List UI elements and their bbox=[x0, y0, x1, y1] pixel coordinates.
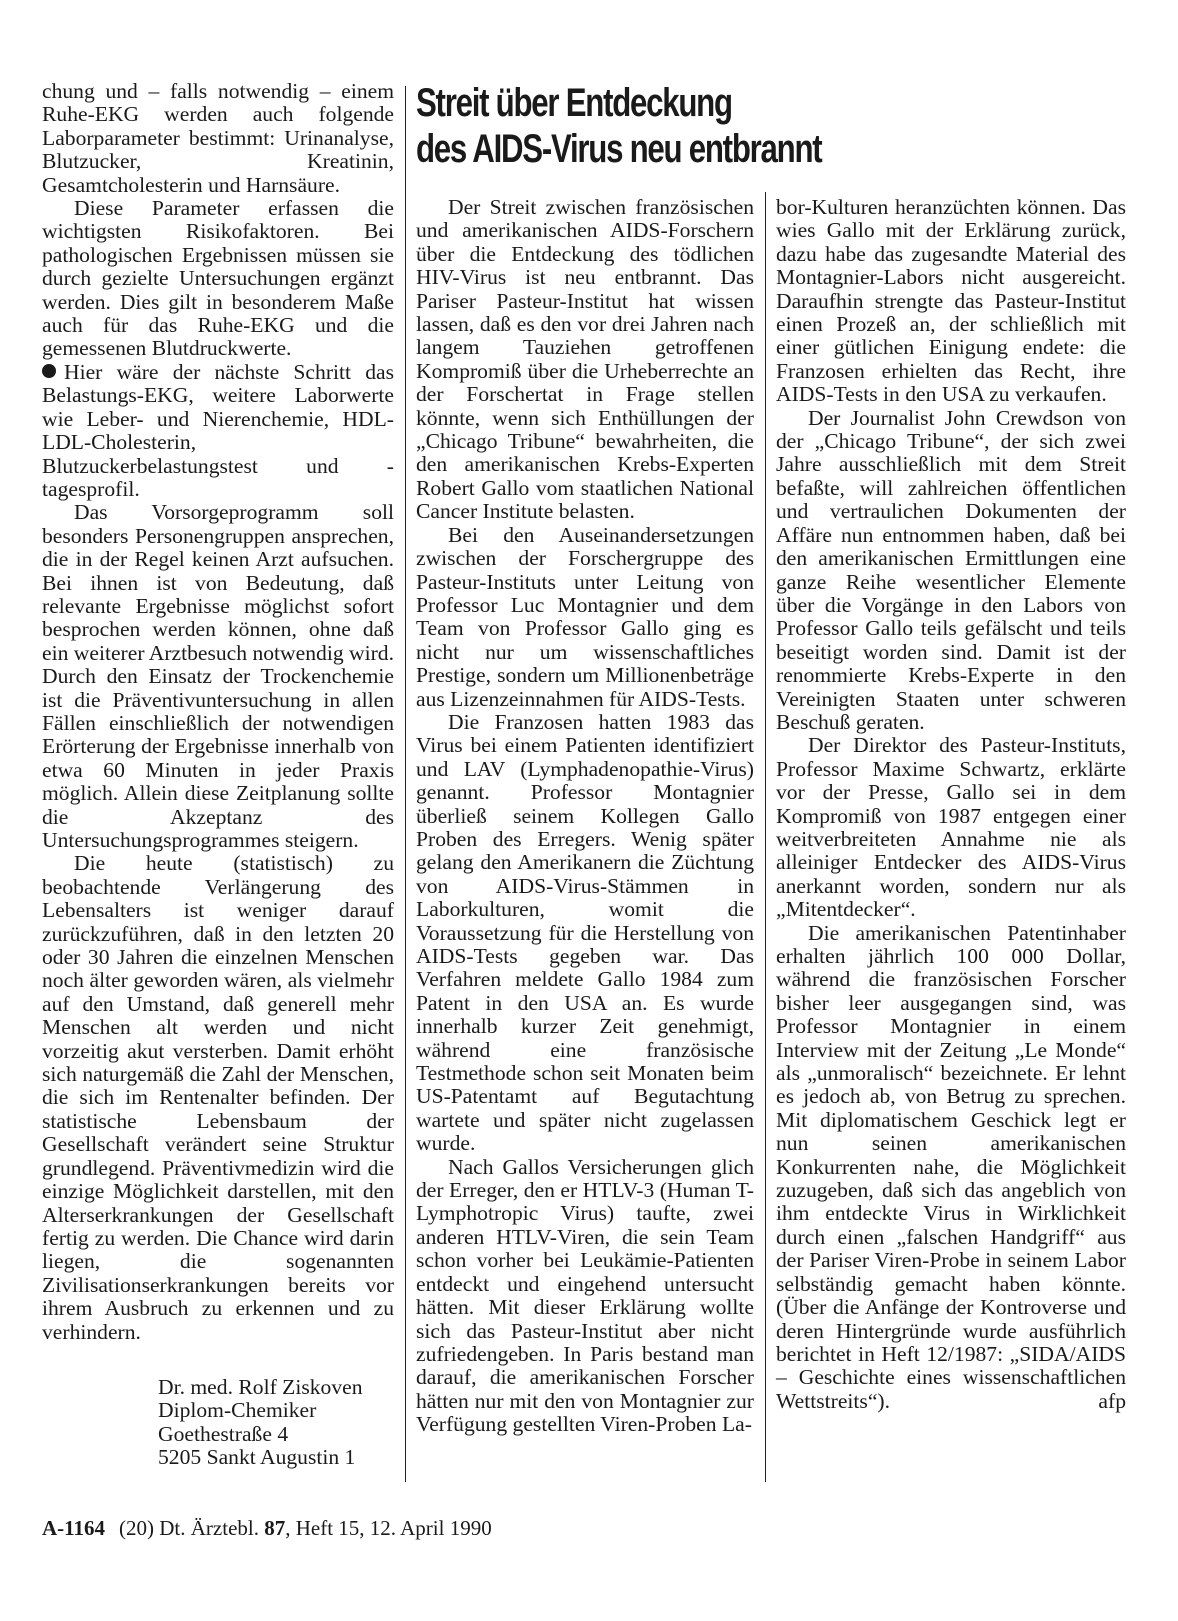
paragraph bbox=[776, 922, 1126, 1414]
paragraph-text: Die amerikanischen Patentinhaber erhalten jährlich 100 000 Dollar, während die französischen Forscher bisher leer ausgegangen sind, was Professor Montagnier in einem Interview mit der Zeitung „Le Monde“ als „unmoralisch“ bezeichnete. Er lehnt es jedoch ab, von Betrug zu sprechen. Mit diplomatischem Geschick legt er nun seinen amerikanischen Konkurrenten nahe, die Möglichkeit zuzugeben, daß sich das angeblich von ihm entdeckte Virus in Wirklichkeit durch einen „falschen Handgriff“ aus der Pariser Viren-Probe in seinem Labor selbständig gemacht haben könnte. (Über die Anfänge der Kontroverse und deren Hintergründe wurde ausführlich berichtet in Heft 12/1987: „SIDA/AIDS – Geschichte eines wissenschaftlichen Wettstreits“). bbox=[776, 920, 1126, 1413]
paragraph: chung und – falls notwendig – einem Ruhe-EKG werden auch folgende Laborparameter bestimmt: Urinanalyse, Blutzucker, Kreatinin, Gesamtcholesterin und Harnsäure. bbox=[42, 79, 394, 197]
paragraph: Der Direktor des Pasteur-Instituts, Professor Maxime Schwartz, erklärte vor der Presse, Gallo sei in dem Kompromiß von 1987 entgegen einer weitverbreiteten Annahme nie als alleiniger Entdecker des AIDS-Virus anerkannt worden, sondern nur als „Mitentdecker“. bbox=[776, 733, 1126, 922]
page-in-issue: (20) bbox=[119, 1516, 154, 1540]
middle-column bbox=[416, 196, 754, 1437]
bullet-text: Hier wäre der nächste Schritt das Belastungs-EKG, weitere Laborwerte wie Leber- und Nierenchemie, HDL-LDL-Cholesterin, Blutzuckerbelastungstest und -tagesprofil. bbox=[42, 359, 394, 501]
bullet-paragraph bbox=[42, 361, 394, 501]
paragraph: Die heute (statistisch) zu beobachtende Verlängerung des Lebensalters ist weniger darauf zurückzuführen, daß in den letzten 20 oder 30 Jahren die einzelnen Menschen noch älter geworden wären, als vielmehr auf den Umstand, daß generell mehr Menschen alt werden und nicht vorzeitig akut versterben. Damit erhöht sich naturgemäß die Zahl der Menschen, die sich im Rentenalter befinden. Der statistische Lebensbaum der Gesellschaft verändert seine Struktur grundlegend. Präventivmedizin wird die einzige Möglichkeit darstellen, mit den Alterserkrankungen der Gesellschaft fertig zu werden. Die Chance wird darin liegen, die sogenannten Zivilisationserkrankungen bereits vor ihrem Ausbruch zu erkennen und zu verhindern. bbox=[42, 851, 394, 1344]
paragraph: bor-Kulturen heranzüchten können. Das wies Gallo mit der Erklärung zurück, dazu habe das zugesandte Material des Montagnier-Labors nicht ausgereicht. Daraufhin strengte das Pasteur-Institut einen Prozeß an, der schließlich mit einer gütlichen Einigung endete: die Franzosen erhielten das Recht, ihre AIDS-Tests in den USA zu verkaufen. bbox=[776, 195, 1126, 407]
author-city: 5205 Sankt Augustin 1 bbox=[158, 1445, 356, 1470]
paragraph: Die Franzosen hatten 1983 das Virus bei einem Patienten identifiziert und LAV (Lymphadenopathie-Virus) genannt. Professor Montagnier überließ seinem Kollegen Gallo Proben des Erregers. Wenig später gelang den Amerikanern die Züchtung von AIDS-Virus-Stämmen in Laborkulturen, womit die Voraussetzung für die Herstellung von AIDS-Tests gegeben war. Das Verfahren meldete Gallo 1984 zum Patent in den USA an. Es wurde innerhalb kurzer Zeit genehmigt, während eine französische Testmethode schon seit Monaten beim US-Patentamt auf Begutachtung wartete und später nicht zugelassen wurde. bbox=[416, 709, 754, 1156]
author-street: Goethestraße 4 bbox=[158, 1421, 289, 1446]
issue-date: , Heft 15, 12. April 1990 bbox=[285, 1516, 492, 1540]
headline-line-2: des AIDS-Virus neu entbrannt bbox=[416, 127, 822, 171]
paragraph: Bei den Auseinandersetzungen zwischen der Forschergruppe des Pasteur-Instituts unter Leitung von Professor Luc Montagnier und dem Team von Professor Gallo ging es nicht nur um wissenschaftliches Prestige, sondern um Millionenbeträge aus Lizenzeinnahmen für AIDS-Tests. bbox=[416, 522, 754, 711]
column-divider bbox=[405, 86, 406, 1482]
bullet-icon bbox=[42, 364, 56, 378]
page-number: A-1164 bbox=[42, 1516, 105, 1540]
right-column bbox=[776, 196, 1126, 1413]
paragraph: Das Vorsorgeprogramm soll besonders Personengruppen ansprechen, die in der Regel keinen Arzt aufsuchen. Bei ihnen ist von Bedeutung, daß relevante Ergebnisse möglichst sofort besprochen werden können, ohne daß ein weiterer Arztbesuch notwendig wird. Durch den Einsatz der Trockenchemie ist die Präventivuntersuchung in allen Fällen einschließlich der notwendigen Erörterung der Ergebnisse innerhalb von etwa 60 Minuten in jeder Praxis möglich. Allein diese Zeitplanung sollte die Akzeptanz des Untersuchungsprogrammes steigern. bbox=[42, 500, 394, 852]
author-title: Diplom-Chemiker bbox=[158, 1398, 317, 1423]
page-footer bbox=[42, 1515, 492, 1541]
journal-volume: 87 bbox=[264, 1516, 286, 1540]
headline-line-1: Streit über Entdeckung bbox=[416, 81, 732, 125]
author-address bbox=[158, 1376, 398, 1470]
column-divider bbox=[765, 192, 766, 1482]
paragraph: Der Journalist John Crewdson von der „Chicago Tribune“, der sich zwei Jahre ausschließlich mit dem Streit befaßte, will zahlreichen öffentlichen und vertraulichen Dokumenten der Affäre nun entnommen haben, daß bei den amerikanischen Ermittlungen eine ganze Reihe wesentlicher Elemente über die Vorgänge in den Labors von Professor Gallo teils gefälscht und teils beseitigt worden sind. Damit ist der renommierte Krebs-Experte in den Vereinigten Staaten unter schweren Beschuß geraten. bbox=[776, 405, 1126, 734]
left-column bbox=[42, 80, 394, 1344]
journal-name: Dt. Ärztebl. bbox=[159, 1516, 259, 1540]
paragraph: Nach Gallos Versicherungen glich der Erreger, den er HTLV-3 (Human T-Lymphotropic Virus) taufte, zwei anderen HTLV-Viren, die sein Team schon vorher bei Leukämie-Patienten entdeckt und eingehend untersucht hätten. Mit dieser Erklärung wollte sich das Pasteur-Institut aber nicht zufriedengeben. In Paris bestand man darauf, die amerikanischen Forscher hätten nur mit den von Montagnier zur Verfügung gestellten Viren-Proben La- bbox=[416, 1154, 754, 1437]
paragraph: Diese Parameter erfassen die wichtigsten Risikofaktoren. Bei pathologischen Ergebnissen müssen sie durch gezielte Untersuchungen ergänzt werden. Dies gilt in besonderem Maße auch für das Ruhe-EKG und die gemessenen Blutdruckwerte. bbox=[42, 196, 394, 361]
paragraph: Der Streit zwischen französischen und amerikanischen AIDS-Forschern über die Entdeckung des tödlichen HIV-Virus ist neu entbrannt. Das Pariser Pasteur-Institut hat wissen lassen, daß es den vor drei Jahren nach langem Tauziehen getroffenen Kompromiß über die Urheberrechte an der Forschertat in Frage stellen könnte, wenn sich Enthüllungen der „Chicago Tribune“ bewahrheiten, die den amerikanischen Krebs-Experten Robert Gallo vom staatlichen National Cancer Institute belasten. bbox=[416, 195, 754, 524]
article-headline bbox=[416, 80, 978, 172]
author-name: Dr. med. Rolf Ziskoven bbox=[158, 1375, 363, 1399]
agency-signature: afp bbox=[1098, 1388, 1126, 1413]
